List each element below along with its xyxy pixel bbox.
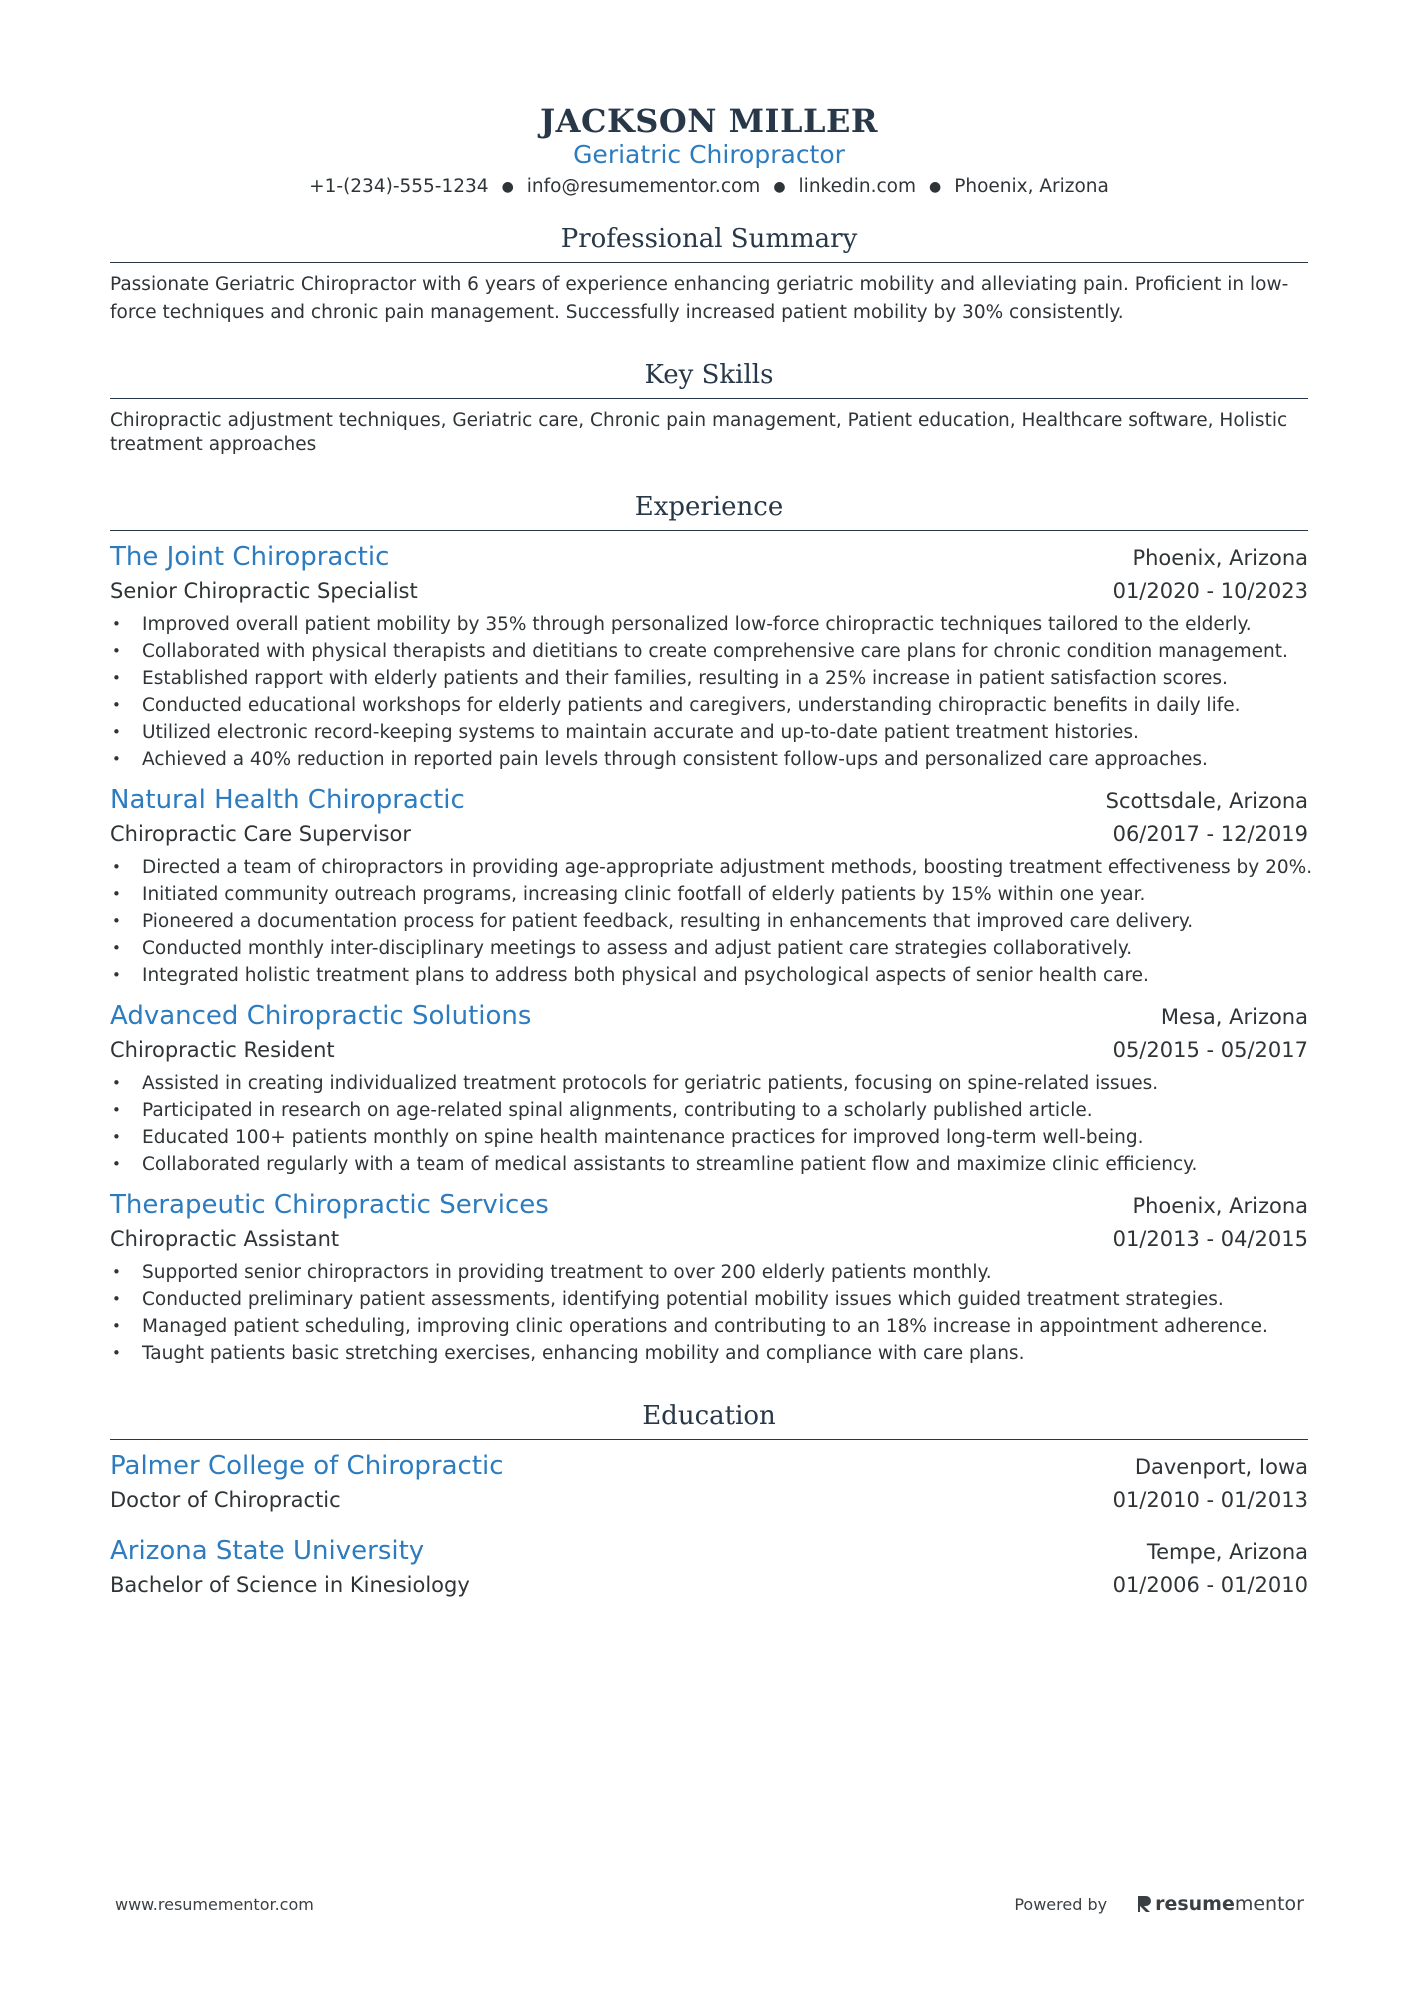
school-location: Tempe, Arizona [1146,1540,1308,1564]
bullet-item: • Utilized electronic record-keeping systems to maintain accurate and up-to-date patient treatment histories. [110,719,1308,746]
job-role: Chiropractic Resident [110,1038,335,1062]
company-name: Therapeutic Chiropractic Services [110,1190,549,1220]
job-dates: 06/2017 - 12/2019 [1112,822,1308,846]
job-bullets [110,854,1313,989]
job-entry [110,1188,1308,1367]
footer-website[interactable]: www.resumementor.com [115,1895,314,1914]
company-name: The Joint Chiropractic [110,542,390,572]
bullet-item: • Pioneered a documentation process for patient feedback, resulting in enhancements that improved care delivery. [110,908,1308,935]
job-entry [110,540,1308,773]
job-location: Mesa, Arizona [1160,1005,1308,1029]
skills-text: Chiropractic adjustment techniques, Geriatric care, Chronic pain management, Patient education, Healthcare software, Holistic treatment approaches [110,410,1288,455]
job-entry [110,999,1308,1178]
job-role: Senior Chiropractic Specialist [110,579,418,603]
bullet-item: • Achieved a 40% reduction in reported pain levels through consistent follow-ups and personalized care approaches. [110,746,1308,773]
job-dates: 01/2020 - 10/2023 [1112,579,1308,603]
job-location: Phoenix, Arizona [1132,1194,1308,1218]
job-bullets [110,611,1308,773]
bullet-item: • Conducted preliminary patient assessments, identifying potential mobility issues which guided treatment strategies. [110,1286,1308,1313]
bullet-item: • Established rapport with elderly patients and their families, resulting in a 25% increase in patient satisfaction scores. [110,665,1308,692]
bullet-item: • Improved overall patient mobility by 35% through personalized low-force chiropractic techniques tailored to the elderly. [110,611,1308,638]
bullet-item: • Initiated community outreach programs, increasing clinic footfall of elderly patients by 15% within one year. [110,881,1308,908]
experience-section [110,490,1313,1367]
logo-text-light: mentor [1234,1893,1304,1915]
degree: Bachelor of Science in Kinesiology [110,1573,470,1597]
linkedin-link[interactable]: linkedin.com [798,176,916,197]
bullet-separator: ● [929,179,942,195]
skills-heading: Key Skills [110,358,1308,399]
job-dates: 01/2013 - 04/2015 [1112,1227,1308,1251]
bullet-item: • Managed patient scheduling, improving clinic operations and contributing to an 18% increase in appointment adherence. [110,1313,1308,1340]
company-name: Natural Health Chiropractic [110,785,465,815]
job-location: Phoenix, Arizona [1132,546,1308,570]
bullet-item: • Conducted monthly inter-disciplinary meetings to assess and adjust patient care strategies collaboratively. [110,935,1308,962]
footer-branding [1014,1893,1304,1915]
summary-text: Passionate Geriatric Chiropractor with 6 years of experience enhancing geriatric mobility and alleviating pain. Proficient in low-force techniques and chronic pain management. Successfully increased patient mobility by 30% consistently. [110,274,1289,323]
education-dates: 01/2010 - 01/2013 [1112,1488,1308,1512]
bullet-item: • Directed a team of chiropractors in providing age-appropriate adjustment methods, boosting treatment effectiveness by 20%. [110,854,1308,881]
school-name: Arizona State University [110,1536,425,1566]
bullet-item: • Assisted in creating individualized treatment protocols for geriatric patients, focusing on spine-related issues. [110,1070,1308,1097]
summary-heading: Professional Summary [110,222,1308,263]
education-heading: Education [110,1399,1308,1440]
contact-line [110,173,1308,201]
school-name: Palmer College of Chiropractic [110,1451,504,1481]
logo-text-bold: resume [1155,1893,1235,1915]
phone-number: +1-(234)-555-1234 [309,176,489,197]
skills-section [110,358,1308,457]
bullet-item: • Supported senior chiropractors in providing treatment to over 200 elderly patients monthly. [110,1259,1308,1286]
powered-by-label: Powered by [1014,1894,1108,1914]
resume-page [110,0,1313,1601]
summary-section [110,222,1308,327]
bullet-item: • Collaborated with physical therapists and dietitians to create comprehensive care plans for chronic condition management. [110,638,1308,665]
resumementor-logo-icon [1137,1895,1153,1913]
education-entry [110,1449,1308,1516]
job-bullets [110,1259,1308,1367]
school-location: Davenport, Iowa [1134,1455,1308,1479]
candidate-title: Geriatric Chiropractor [573,140,845,169]
resumementor-logo[interactable] [1137,1893,1304,1915]
education-dates: 01/2006 - 01/2010 [1112,1573,1308,1597]
bullet-item: • Participated in research on age-related spinal alignments, contributing to a scholarly published article. [110,1097,1308,1124]
candidate-location: Phoenix, Arizona [954,176,1109,197]
education-section [110,1399,1308,1601]
candidate-name: JACKSON MILLER [540,102,878,140]
bullet-separator: ● [773,179,786,195]
experience-heading: Experience [110,490,1308,531]
resume-header [110,0,1308,201]
degree: Doctor of Chiropractic [110,1488,341,1512]
job-role: Chiropractic Care Supervisor [110,822,412,846]
job-dates: 05/2015 - 05/2017 [1112,1038,1308,1062]
job-location: Scottsdale, Arizona [1105,789,1308,813]
company-name: Advanced Chiropractic Solutions [110,1001,532,1031]
bullet-item: • Educated 100+ patients monthly on spine health maintenance practices for improved long-term well-being. [110,1124,1308,1151]
bullet-item: • Collaborated regularly with a team of medical assistants to streamline patient flow and maximize clinic efficiency. [110,1151,1308,1178]
bullet-item: • Conducted educational workshops for elderly patients and caregivers, understanding chiropractic benefits in daily life. [110,692,1308,719]
bullet-item: • Taught patients basic stretching exercises, enhancing mobility and compliance with care plans. [110,1340,1308,1367]
email-link[interactable]: info@resumementor.com [526,176,761,197]
job-bullets [110,1070,1308,1178]
job-entry [110,783,1313,989]
bullet-separator: ● [501,179,514,195]
education-entry [110,1534,1308,1601]
bullet-item: • Integrated holistic treatment plans to address both physical and psychological aspects of senior health care. [110,962,1308,989]
job-role: Chiropractic Assistant [110,1227,340,1251]
